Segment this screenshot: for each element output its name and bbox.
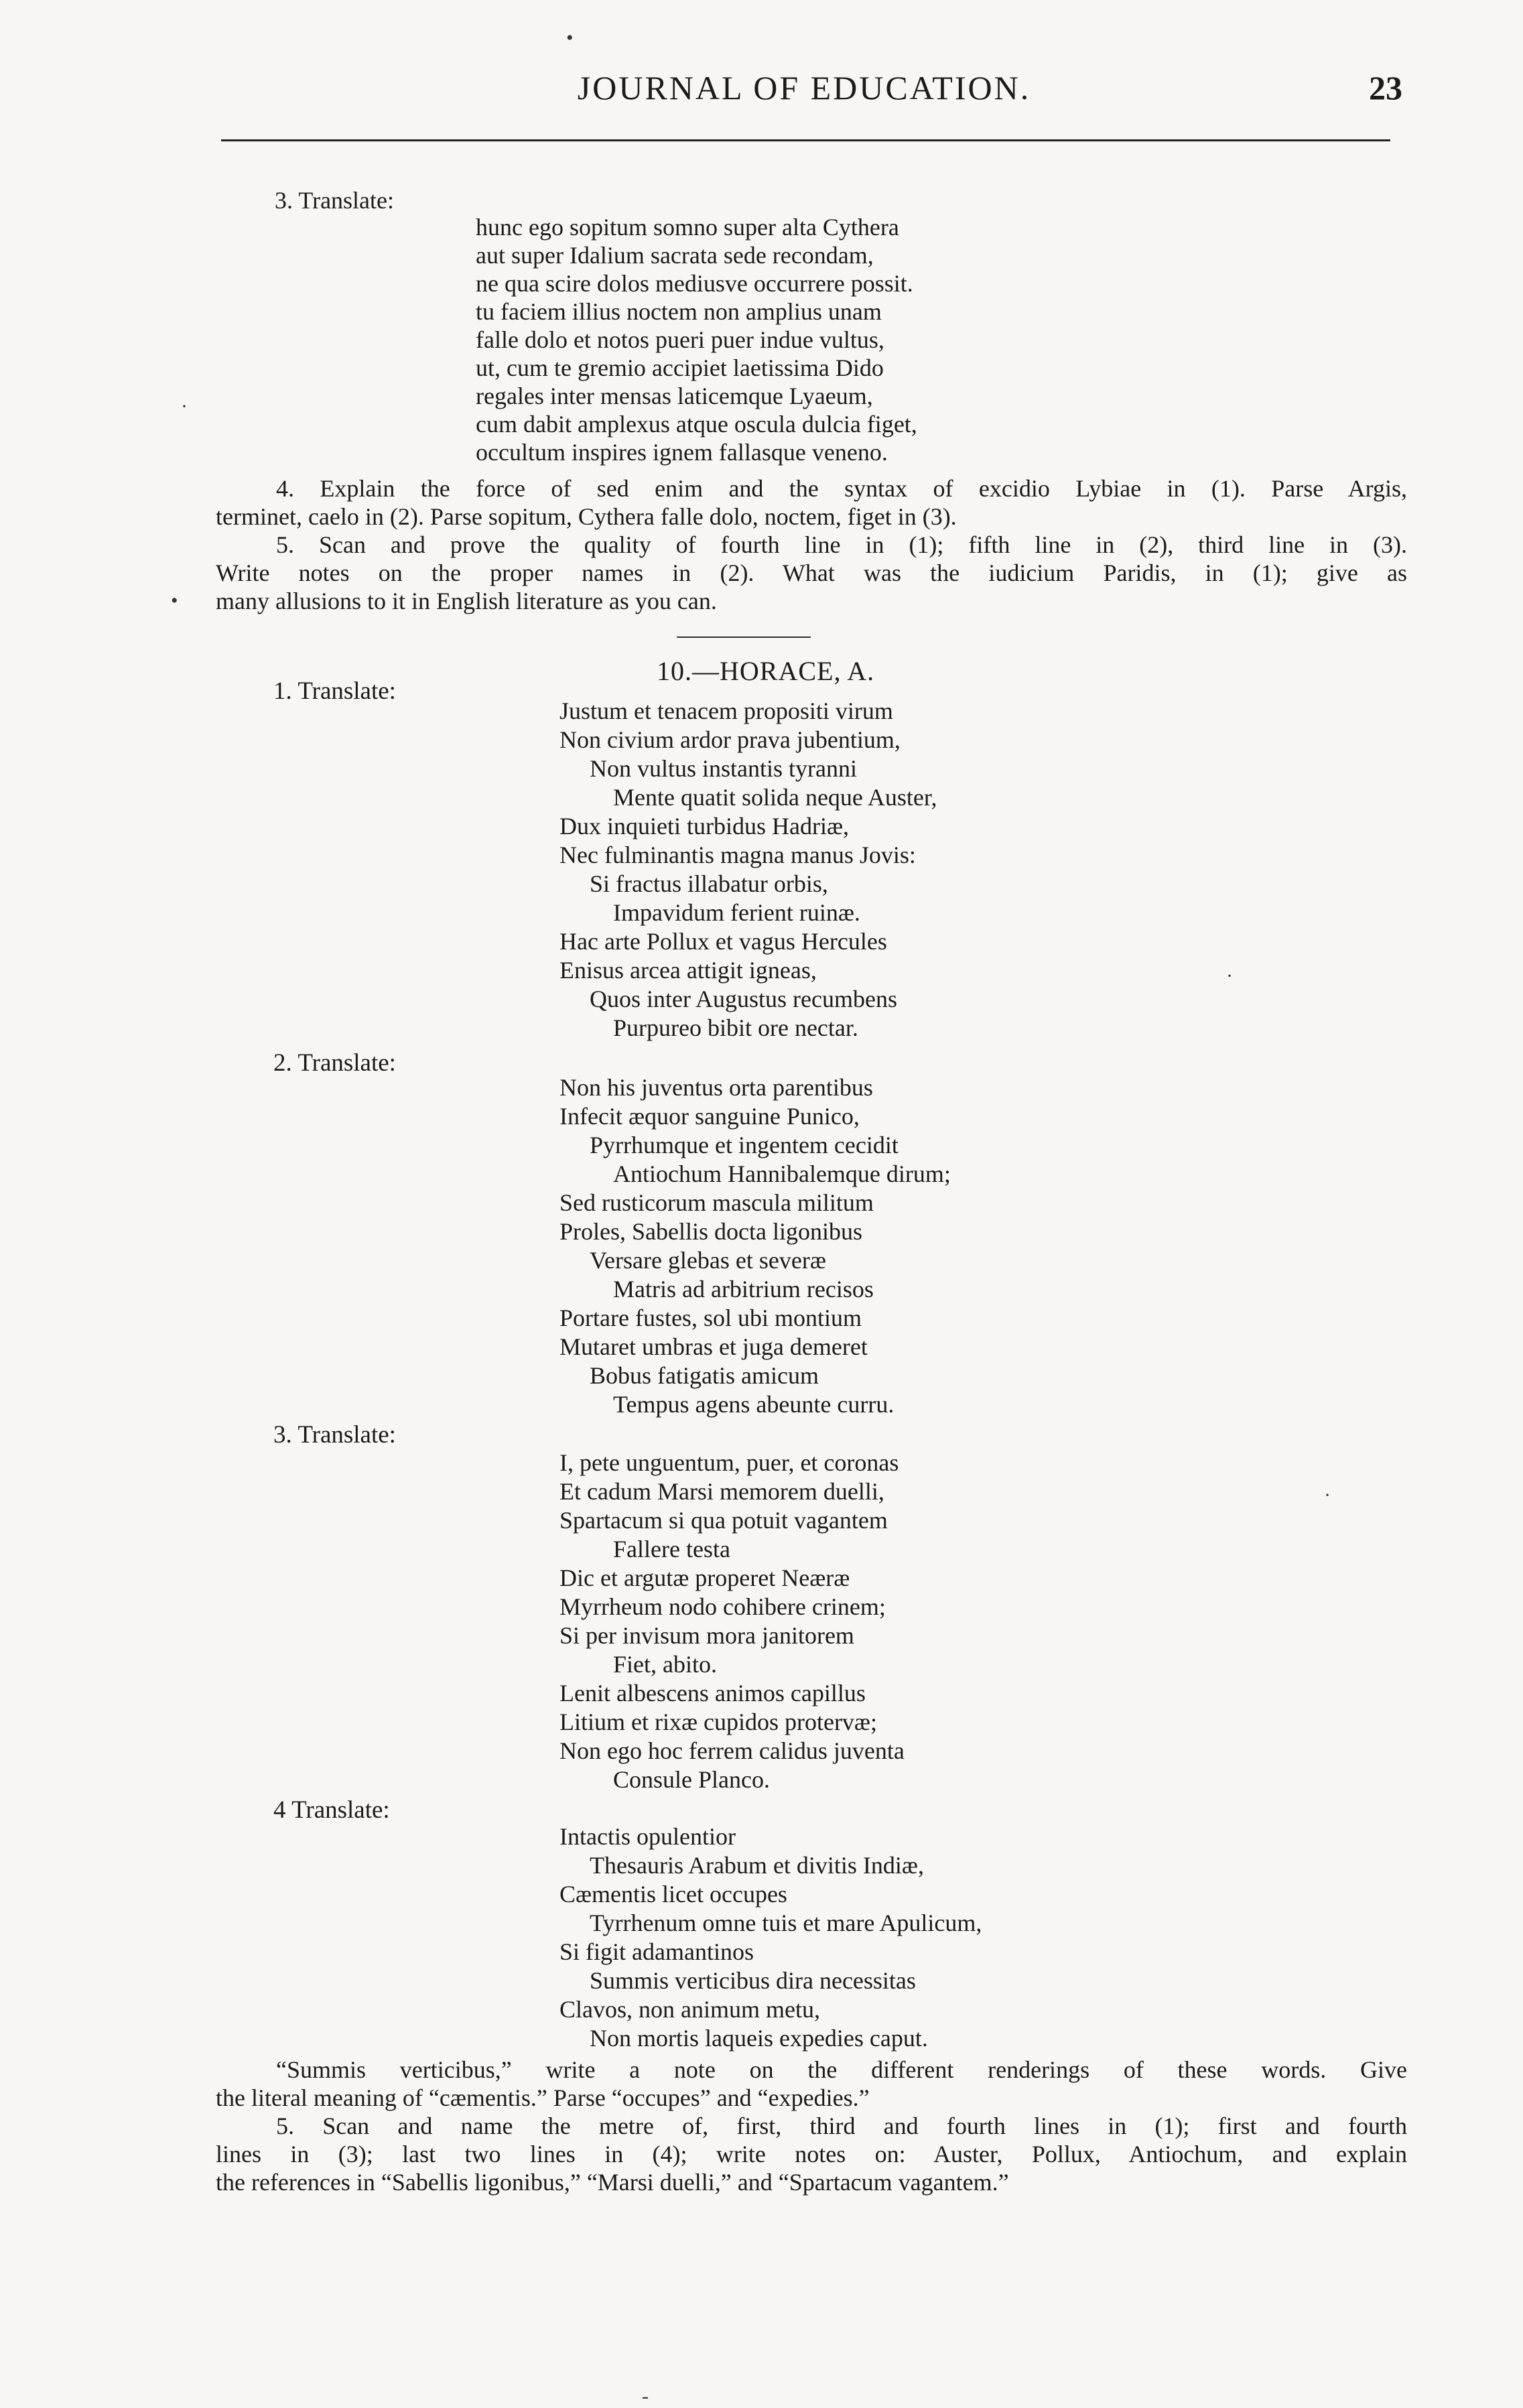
question-label: 3. Translate: — [275, 187, 395, 214]
verse-line: aut super Idalium sacrata sede recondam, — [476, 242, 874, 269]
text-line: terminet, caelo in (2). Parse sopitum, Cythera falle dolo, noctem, figet in (3). — [216, 503, 957, 530]
print-speck: · — [181, 395, 188, 417]
verse-line: Sed rusticorum mascula militum — [559, 1189, 874, 1216]
verse-line: Non ego hoc ferrem calidus juventa — [559, 1737, 905, 1764]
verse-line: Litium et rixæ cupidos protervæ; — [559, 1709, 877, 1735]
verse-line: Infecit æquor sanguine Punico, — [559, 1103, 860, 1130]
verse-line: Summis verticibus dira necessitas — [590, 1967, 916, 1994]
verse-line: Cæmentis licet occupes — [559, 1881, 787, 1908]
verse-line: ut, cum te gremio accipiet laetissima Dido — [476, 354, 884, 381]
verse-line: Si per invisum mora janitorem — [559, 1622, 854, 1649]
verse-line: Quos inter Augustus recumbens — [590, 986, 897, 1012]
verse-line: occultum inspires ignem fallasque veneno. — [476, 439, 888, 466]
verse-line: Non his juventus orta parentibus — [559, 1074, 873, 1101]
verse-line: Purpureo bibit ore nectar. — [613, 1014, 858, 1041]
page-number: 23 — [1369, 69, 1402, 107]
print-speck: · — [1324, 1484, 1331, 1506]
verse-line: Enisus arcea attigit igneas, — [559, 957, 817, 984]
verse-line: Dux inquieti turbidus Hadriæ, — [559, 813, 849, 840]
verse-line: cum dabit amplexus atque oscula dulcia figet, — [476, 411, 917, 438]
verse-line: Mente quatit solida neque Auster, — [613, 784, 937, 811]
text-line: 5. Scan and name the metre of, first, third and fourth lines in (1); first and fourth — [276, 2113, 1407, 2139]
verse-line: Si fractus illabatur orbis, — [590, 870, 828, 897]
verse-line: Versare glebas et severæ — [590, 1247, 826, 1274]
verse-line: Pyrrhumque et ingentem cecidit — [590, 1132, 899, 1158]
text-line: the literal meaning of “cæmentis.” Parse “occupes” and “expedies.” — [216, 2084, 870, 2111]
verse-line: Fallere testa — [613, 1536, 730, 1562]
text-line: the references in “Sabellis ligonibus,” “Marsi duelli,” and “Spartacum vagantem.” — [216, 2169, 1009, 2196]
verse-line: Si figit adamantinos — [559, 1938, 754, 1965]
verse-line: hunc ego sopitum somno super alta Cythera — [476, 214, 899, 241]
verse-line: Et cadum Marsi memorem duelli, — [559, 1478, 884, 1505]
verse-line: Intactis opulentior — [559, 1823, 736, 1850]
verse-line: Tyrrhenum omne tuis et mare Apulicum, — [590, 1910, 982, 1936]
text-line: lines in (3); last two lines in (4); write notes on: Auster, Pollux, Antiochum, and explain — [216, 2141, 1407, 2167]
print-speck: • — [566, 27, 574, 49]
section-heading: 10.—HORACE, A. — [657, 656, 875, 686]
verse-line: Non mortis laqueis expedies caput. — [590, 2025, 928, 2052]
text-line: 5. Scan and prove the quality of fourth line in (1); fifth line in (2), third line in (3). — [276, 531, 1407, 558]
verse-line: Proles, Sabellis docta ligonibus — [559, 1218, 862, 1245]
verse-line: Spartacum si qua potuit vagantem — [559, 1507, 888, 1534]
verse-line: Matris ad arbitrium recisos — [613, 1276, 874, 1302]
question-label: 2. Translate: — [273, 1049, 396, 1077]
header-rule — [221, 139, 1390, 141]
verse-line: ne qua scire dolos mediusve occurrere possit. — [476, 270, 913, 297]
verse-line: Myrrheum nodo cohibere crinem; — [559, 1593, 886, 1620]
verse-line: falle dolo et notos pueri puer indue vultus, — [476, 326, 884, 353]
verse-line: Hac arte Pollux et vagus Hercules — [559, 928, 887, 955]
verse-line: Mutaret umbras et juga demeret — [559, 1333, 868, 1360]
verse-line: Dic et argutæ properet Neæræ — [559, 1564, 850, 1591]
verse-line: Tempus agens abeunte curru. — [613, 1391, 895, 1418]
question-label: 1. Translate: — [273, 677, 396, 705]
verse-line: tu faciem illius noctem non amplius unam — [476, 298, 882, 325]
verse-line: Consule Planco. — [613, 1766, 770, 1793]
text-line: many allusions to it in English literature as you can. — [216, 588, 717, 614]
verse-line: Lenit albescens animos capillus — [559, 1680, 866, 1707]
verse-line: Thesauris Arabum et divitis Indiæ, — [590, 1852, 924, 1879]
section-divider — [677, 637, 811, 638]
verse-line: Clavos, non animum metu, — [559, 1996, 820, 2023]
verse-line: Justum et tenacem propositi virum — [559, 697, 893, 724]
verse-line: Non vultus instantis tyranni — [590, 755, 857, 782]
verse-line: Antiochum Hannibalemque dirum; — [613, 1160, 951, 1187]
verse-line: Portare fustes, sol ubi montium — [559, 1305, 862, 1331]
print-speck: - — [642, 2385, 649, 2407]
question-label: 3. Translate: — [273, 1421, 396, 1449]
text-line: “Summis verticibus,” write a note on the different renderings of these words. Give — [276, 2056, 1407, 2083]
verse-line: Impavidum ferient ruinæ. — [613, 899, 860, 926]
running-head: JOURNAL OF EDUCATION. — [577, 69, 1031, 107]
print-speck: · — [1226, 965, 1233, 987]
text-line: Write notes on the proper names in (2). What was the iudicium Paridis, in (1); give as — [216, 559, 1407, 586]
verse-line: Nec fulminantis magna manus Jovis: — [559, 842, 916, 868]
verse-line: Bobus fatigatis amicum — [590, 1362, 819, 1389]
verse-line: Non civium ardor prava jubentium, — [559, 726, 901, 753]
question-label: 4 Translate: — [273, 1796, 390, 1824]
verse-line: regales inter mensas laticemque Lyaeum, — [476, 383, 873, 409]
text-line: 4. Explain the force of sed enim and the syntax of excidio Lybiae in (1). Parse Argis, — [276, 475, 1407, 502]
verse-line: Fiet, abito. — [613, 1651, 717, 1678]
verse-line: I, pete unguentum, puer, et coronas — [559, 1449, 899, 1476]
print-speck: • — [171, 590, 178, 612]
